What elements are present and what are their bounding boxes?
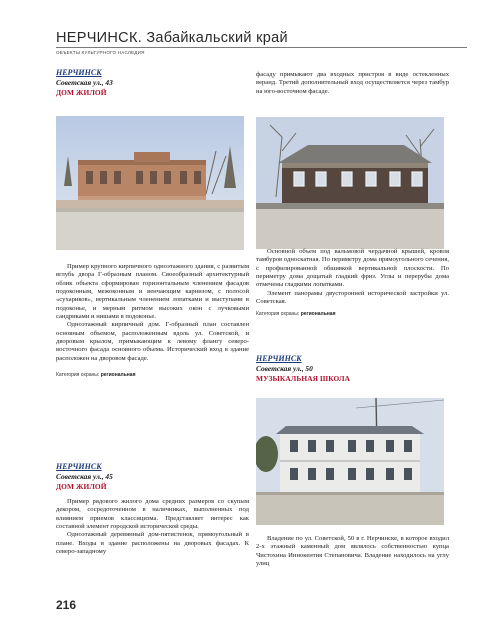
city-name: НЕРЧИНСК (256, 354, 302, 363)
paragraph: Одноэтажный кирпичный дом. Г-образный план составлен основным объемом, расположенным вдоль ул. Советской, и дворовым крылом, примыкающим к левому флангу северо-восточного фасада основного объема. Исторический вход в здание расположен на дворовом фасаде. (56, 321, 249, 362)
continuation-text (256, 71, 449, 96)
paragraph: Основной объем под вальмовой чердачной крышей, кровля тамбуров односкатная. По периметру дома прямоугольного сечения, с профилированной обшивкой вертикальной плоскости. По периметру дома дощатый гладкий фриз. Углы и перерубы дома отмечены гладкими лопатками. (256, 248, 449, 289)
object-name: ДОМ ЖИЛОЙ (56, 482, 107, 491)
protection-category (256, 311, 449, 317)
paragraph: фасаду примыкают два входных пристроя в виде остекленных веранд. Третий дополнительный вход осуществляется через тамбур на юго-восточном фасаде. (256, 71, 449, 95)
paragraph: Владение по ул. Советской, 50 в г. Нерчинске, в которое входил 2-х этажный каменный дом являлось собственностью купца Чистохина Иннокентия Степановича. Владение находилось на углу улиц (256, 535, 449, 568)
category-label: Категория охраны: (256, 311, 300, 318)
running-header-subtitle: ОБЪЕКТЫ КУЛЬТУРНОГО НАСЛЕДИЯ (56, 50, 145, 55)
entry-sovetskaya-45 (56, 462, 249, 556)
running-header-title: НЕРЧИНСК. Забайкальский край (56, 30, 288, 46)
category-value: региональная (300, 311, 336, 318)
photo-brick-house (56, 116, 244, 250)
object-name: ДОМ ЖИЛОЙ (56, 88, 107, 97)
paragraph: Пример рядового жилого дома средних размеров со скупым декором, сосредоточенном в наличниках, выполненных под влиянием приемов классицизма. Представляет интерес как составной элемент городской исторической среды. (56, 498, 249, 531)
paragraph: Элемент панорамы двусторонней исторической застройки ул. Советская. (256, 289, 449, 306)
object-name: МУЗЫКАЛЬНАЯ ШКОЛА (256, 374, 351, 383)
category-label: Категория охраны: (56, 372, 100, 379)
city-name: НЕРЧИНСК (56, 462, 102, 471)
photo-wooden-house (256, 117, 444, 249)
street-address: Советская ул., 45 (56, 472, 113, 481)
entry-50-body (256, 535, 449, 568)
entry-sovetskaya-50 (256, 354, 449, 384)
entry-43-body (56, 263, 249, 378)
paragraph: Одноэтажный деревянный дом-пятистенок, прямоугольный в плане. Входы в здание расположены на дворовых фасадах. К северо-западному (56, 531, 249, 556)
header-rule (56, 47, 467, 48)
city-name: НЕРЧИНСК (56, 68, 102, 77)
street-address: Советская ул., 50 (256, 364, 313, 373)
street-address: Советская ул., 43 (56, 78, 113, 87)
protection-category (56, 372, 249, 378)
entry-sovetskaya-43 (56, 68, 249, 98)
entry-45-continuation-body (256, 248, 449, 317)
paragraph: Пример крупного кирпичного одноэтажного здания, с развитым вглубь двора Г-образным планом. Своеобразный архитектурный облик объекта сформирован горизонтальным членением фасадов подоконным, межоконным и венчающим карнизом, с полосой «сухариков», вертикальным членением лопатками и выступами в подоконье, и мерным ритмом высоких окон с лучковыми сандриками и нишами в подоконье. (56, 263, 249, 321)
photo-music-school (256, 398, 444, 525)
category-value: региональная (100, 372, 136, 379)
page-number: 216 (56, 598, 77, 612)
